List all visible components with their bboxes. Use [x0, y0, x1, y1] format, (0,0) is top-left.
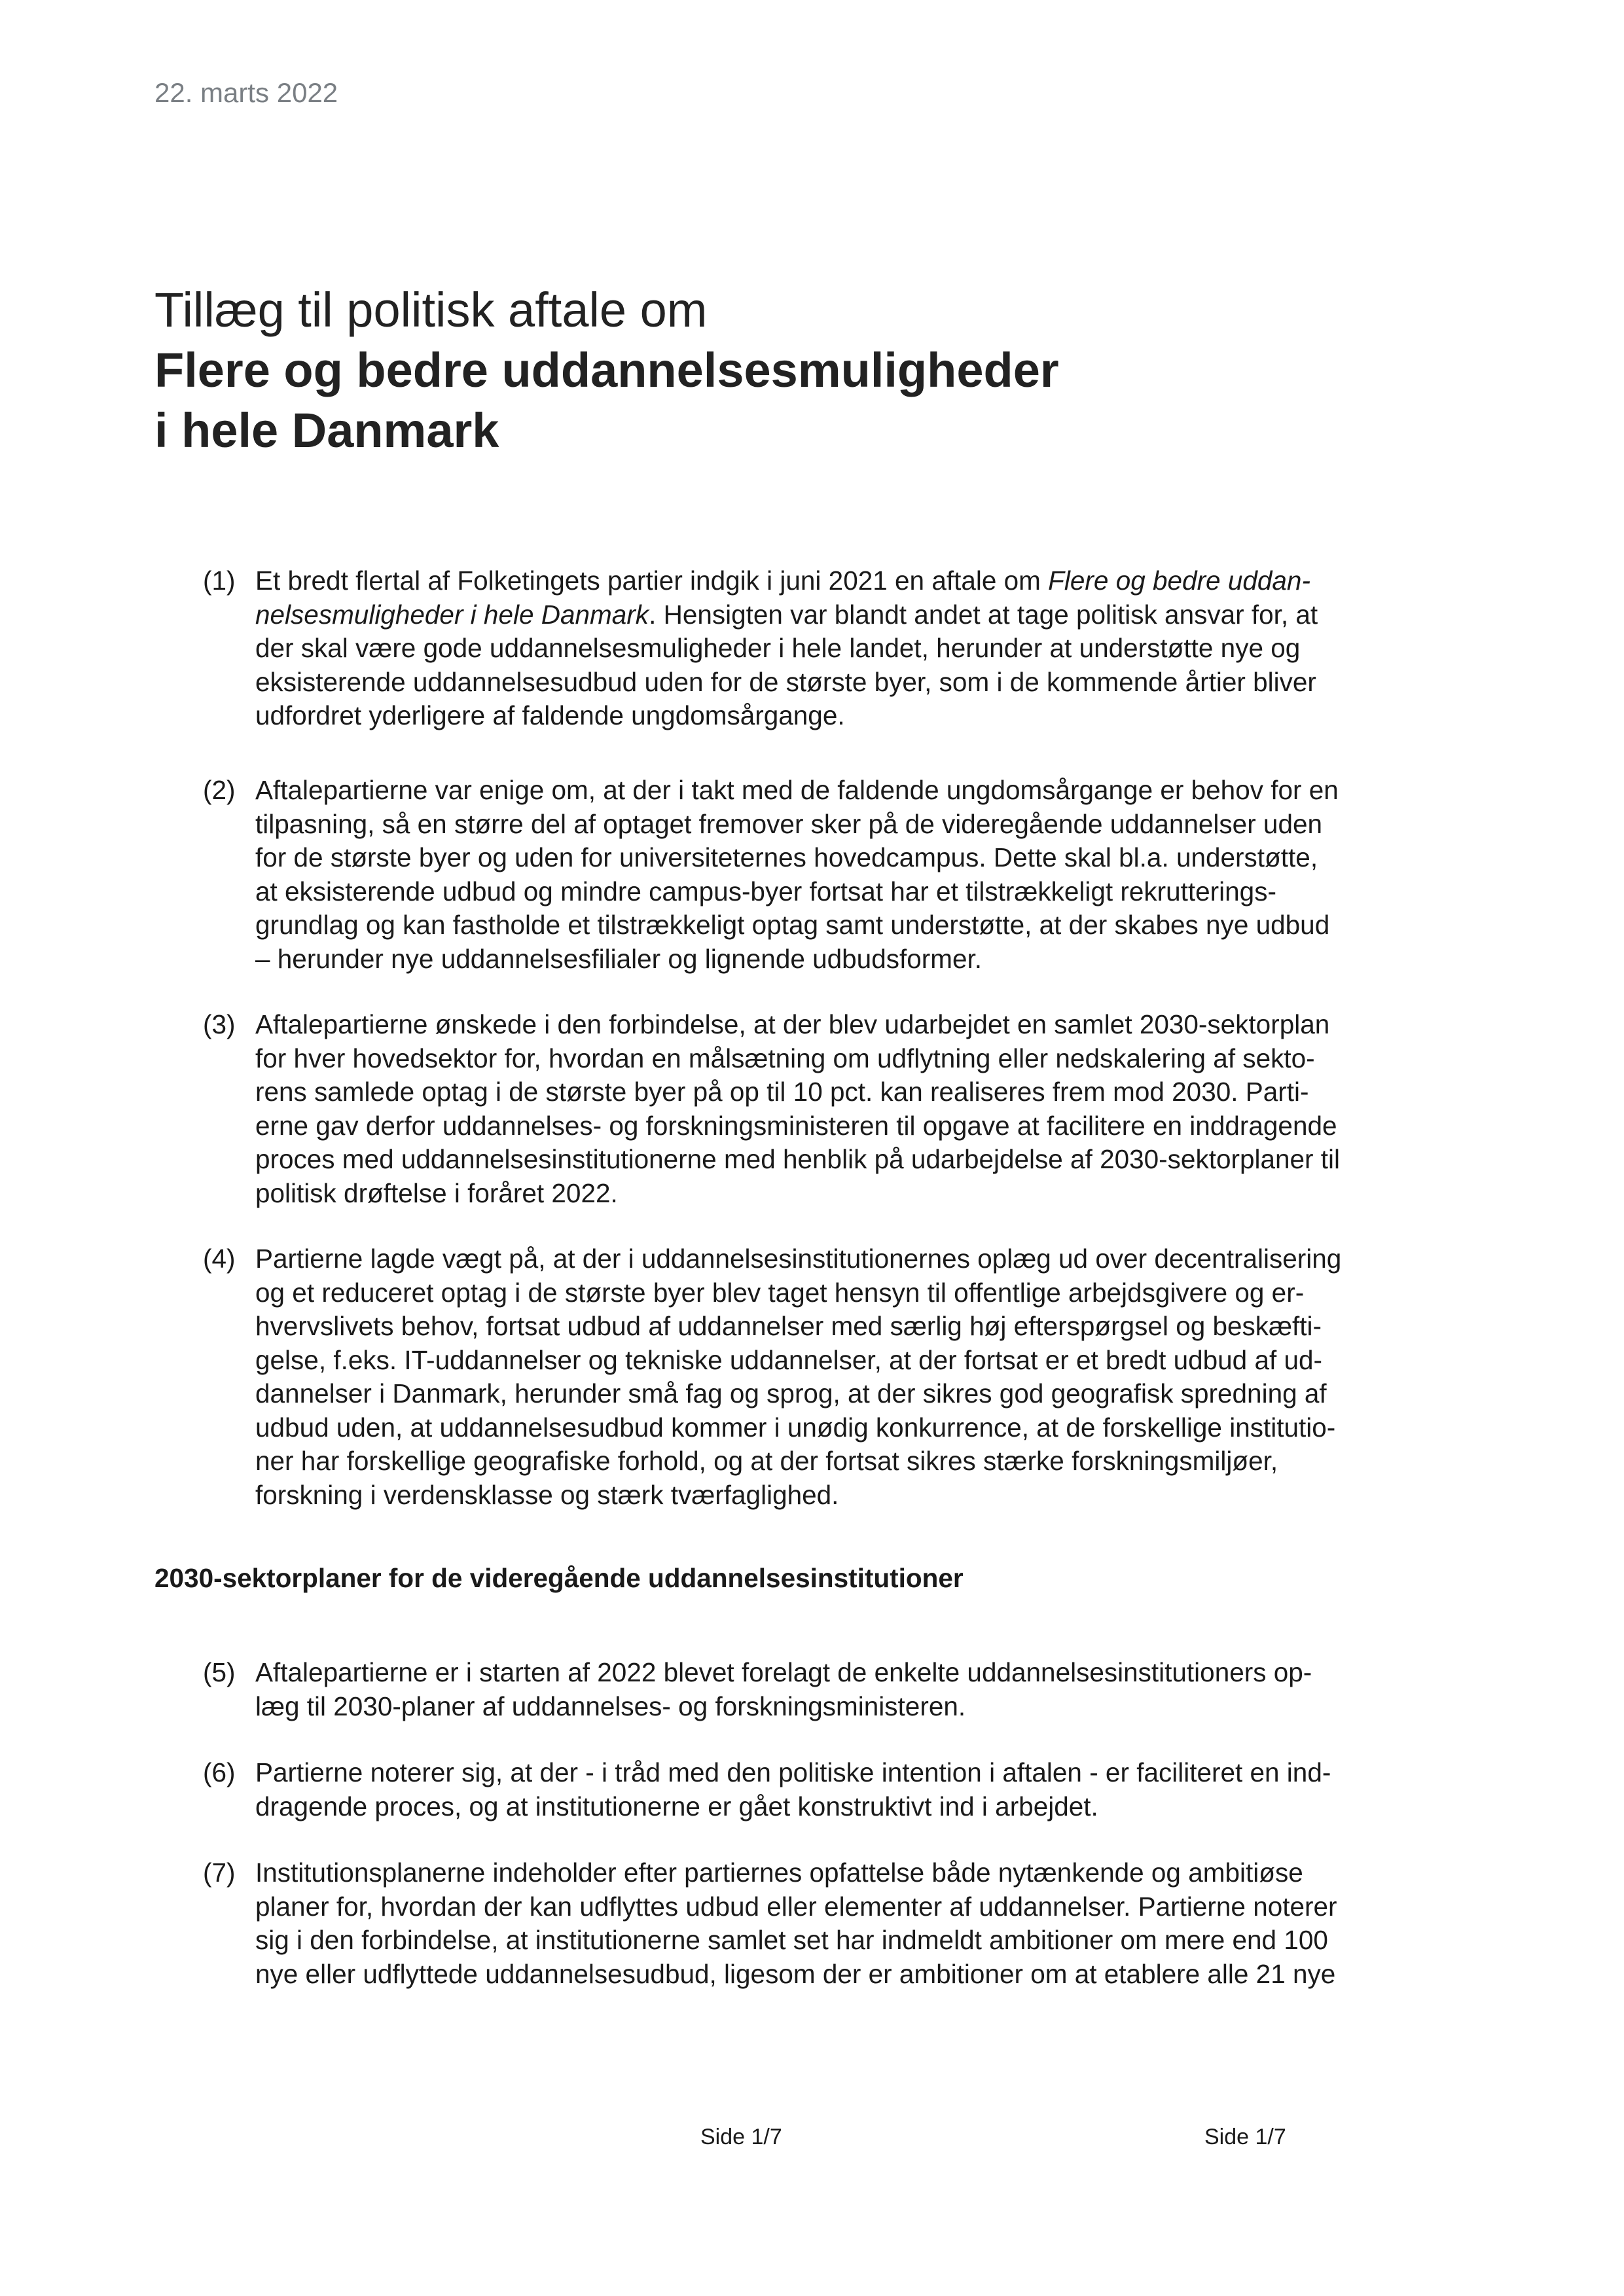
page-number-right: Side 1/7 — [1204, 2125, 1286, 2149]
text-line: udfordret yderligere af faldende ungdomsårgange. — [255, 700, 845, 730]
paragraph-1 — [203, 564, 1394, 733]
text-line: proces med uddannelsesinstitutionerne med henblik på udarbejdelse af 2030-sektorplaner til — [255, 1144, 1341, 1174]
paragraph-number: (5) — [203, 1657, 236, 1687]
text-line: nye eller udflyttede uddannelsesudbud, ligesom der er ambitioner om at etablere alle 21 nye — [255, 1958, 1336, 1989]
document-title — [154, 280, 1398, 461]
paragraph-4 — [203, 1242, 1394, 1512]
paragraph-number: (3) — [203, 1009, 236, 1039]
text-line: der skal være gode uddannelsesmuligheder i hele landet, herunder at understøtte nye og — [255, 633, 1301, 663]
text-line: rens samlede optag i de største byer på op til 10 pct. kan realiseres frem mod 2030. Parti- — [255, 1077, 1309, 1107]
text-line: for hver hovedsektor for, hvordan en målsætning om udflytning eller nedskalering af sekto- — [255, 1043, 1315, 1073]
paragraph-number: (7) — [203, 1857, 236, 1888]
title-line-2: Flere og bedre uddannelsesmuligheder — [154, 343, 1059, 397]
text-line: tilpasning, så en større del af optaget fremover sker på de videregående uddannelser uden — [255, 808, 1323, 839]
paragraph-number: (2) — [203, 775, 236, 805]
text-line: forskning i verdensklasse og stærk tværfaglighed. — [255, 1479, 839, 1510]
paragraph-number: (1) — [203, 565, 236, 596]
text-line: Partierne noterer sig, at der - i tråd med den politiske intention i aftalen - er faciliteret en ind- — [255, 1757, 1331, 1787]
text-line: dannelser i Danmark, herunder små fag og sprog, at der sikres god geografisk spredning af — [255, 1378, 1327, 1408]
text-line: politisk drøftelse i foråret 2022. — [255, 1177, 618, 1208]
text-line: for de største byer og uden for universiteternes hovedcampus. Dette skal bl.a. understøtte, — [255, 842, 1318, 872]
text-line: erne gav derfor uddannelses- og forskningsministeren til opgave at facilitere en inddragende — [255, 1110, 1337, 1141]
paragraph-text — [255, 1756, 1394, 1823]
section-heading: 2030-sektorplaner for de videregående uddannelsesinstitutioner — [154, 1563, 964, 1593]
text-line: Aftalepartierne ønskede i den forbindelse, at der blev udarbejdet en samlet 2030-sektorplan — [255, 1009, 1330, 1039]
paragraph-text — [255, 1656, 1394, 1723]
paragraph-number: (4) — [203, 1244, 236, 1274]
text-line: læg til 2030-planer af uddannelses- og forskningsministeren. — [255, 1691, 966, 1721]
text-line: dragende proces, og at institutionerne er gået konstruktivt ind i arbejdet. — [255, 1791, 1098, 1821]
text-line: hvervslivets behov, fortsat udbud af uddannelser med særlig høj efterspørgsel og beskæfti- — [255, 1311, 1322, 1341]
paragraph-6 — [203, 1756, 1394, 1823]
date-header: 22. marts 2022 — [154, 77, 338, 108]
page-number-center: Side 1/7 — [700, 2125, 782, 2149]
paragraph-text — [255, 1008, 1394, 1210]
paragraph-5 — [203, 1656, 1394, 1723]
title-line-3: i hele Danmark — [154, 403, 499, 457]
text-line: eksisterende uddannelsesudbud uden for de største byer, som i de kommende årtier bliver — [255, 666, 1316, 697]
paragraph-text — [255, 1242, 1394, 1512]
text-line: Aftalepartierne var enige om, at der i takt med de faldende ungdomsårgange er behov for en — [255, 775, 1339, 805]
paragraph-3 — [203, 1008, 1394, 1210]
text-run: . Hensigten var blandt andet at tage politisk ansvar for, at — [649, 599, 1318, 630]
paragraph-7 — [203, 1856, 1394, 1991]
text-line: planer for, hvordan der kan udflyttes udbud eller elementer af uddannelser. Partierne noterer — [255, 1891, 1337, 1922]
title-line-1: Tillæg til politisk aftale om — [154, 283, 708, 337]
text-run-italic: Flere og bedre uddan- — [1048, 565, 1310, 596]
paragraph-2 — [203, 774, 1394, 976]
text-line: – herunder nye uddannelsesfilialer og lignende udbudsformer. — [255, 943, 983, 974]
paragraph-text — [255, 1856, 1394, 1991]
text-run-italic: nelsesmuligheder i hele Danmark — [255, 599, 649, 630]
paragraph-number: (6) — [203, 1757, 236, 1787]
text-line: gelse, f.eks. IT-uddannelser og tekniske uddannelser, at der fortsat er et bredt udbud af ud- — [255, 1344, 1323, 1375]
text-line: grundlag og kan fastholde et tilstrækkeligt optag samt understøtte, at der skabes nye udbud — [255, 910, 1330, 940]
text-line: Aftalepartierne er i starten af 2022 blevet forelagt de enkelte uddannelsesinstitutioners op- — [255, 1657, 1312, 1687]
text-line: udbud uden, at uddannelsesudbud kommer i unødig konkurrence, at de forskellige institutio- — [255, 1412, 1336, 1443]
text-run: Et bredt flertal af Folketingets partier indgik i juni 2021 en aftale om — [255, 565, 1049, 596]
text-line: Partierne lagde vægt på, at der i uddannelsesinstitutionernes oplæg ud over decentralisering — [255, 1244, 1342, 1274]
text-line: sig i den forbindelse, at institutionerne samlet set har indmeldt ambitioner om mere end 100 — [255, 1925, 1328, 1955]
paragraph-text — [255, 774, 1394, 976]
text-line: at eksisterende udbud og mindre campus-byer fortsat har et tilstrækkeligt rekrutterings- — [255, 876, 1276, 906]
text-line: Institutionsplanerne indeholder efter partiernes opfattelse både nytænkende og ambitiøse — [255, 1857, 1303, 1888]
paragraph-text — [255, 564, 1394, 733]
text-line: ner har forskellige geografiske forhold, og at der fortsat sikres stærke forskningsmiljøer, — [255, 1446, 1278, 1476]
text-line: og et reduceret optag i de største byer blev taget hensyn til offentlige arbejdsgivere og er- — [255, 1277, 1305, 1308]
